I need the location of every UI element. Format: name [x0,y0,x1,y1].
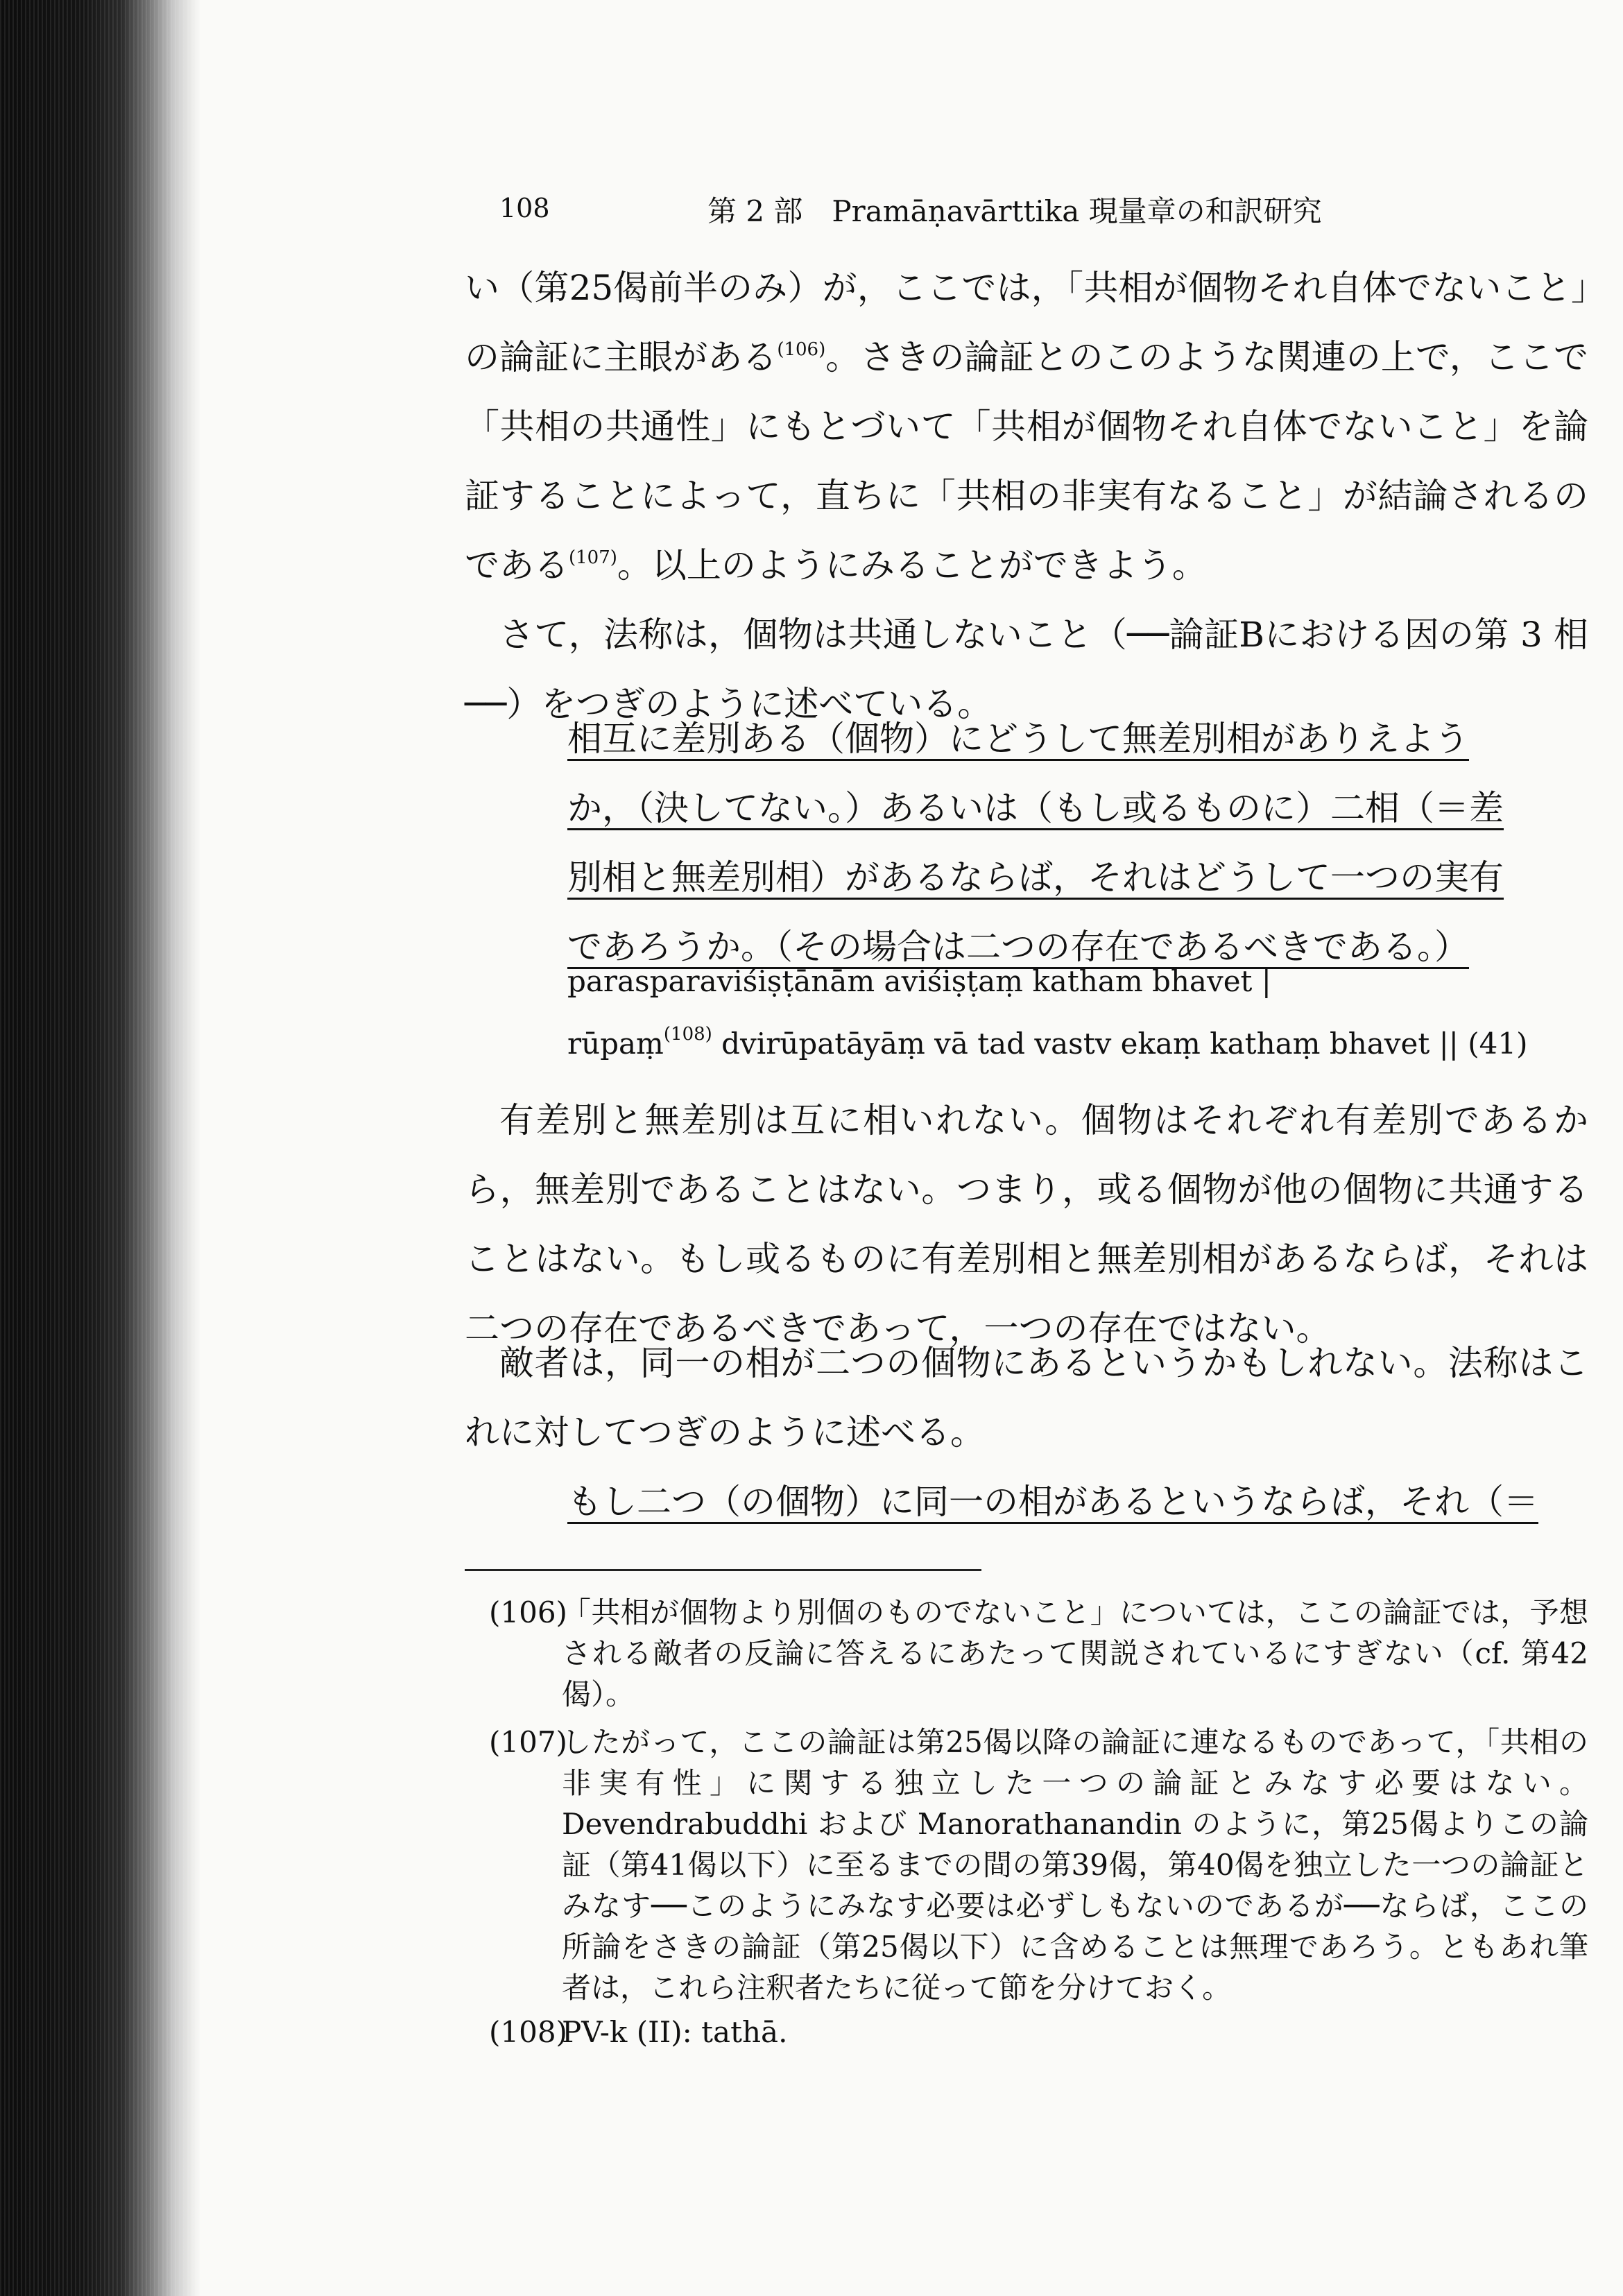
footnote-text: PV-k (II): tathā. [562,2015,788,2049]
note-ref-107: (107) [569,547,617,568]
footnote-number: (107) [489,1725,567,1759]
page-number: 108 [499,193,550,223]
running-title: 第 2 部 Pramāṇavārttika 現量章の和訳研究 [707,194,1322,228]
verse-quote-next-text: もし二つ（の個物）に同一の相があるというならば，それ（＝ [567,1482,1538,1522]
sanskrit-word: rūpaṃ [567,1027,664,1061]
footnote-number: (106) [489,1595,567,1629]
footnote-108 [489,2012,1588,2053]
note-ref-106: (106) [777,339,826,360]
paragraph-1-cont: 。さきの論証とのこのような関連の上で，ここで「共相の共通性」にもとづいて「共相が個物それ自体でないこと」を論証することによって，直ちに「共相の非実有なること」が結論されるのである [465,337,1589,585]
footnote-106 [489,1592,1588,1715]
note-ref-108: (108) [663,1024,712,1045]
sanskrit-line-2 [567,1024,1538,1061]
sanskrit-line-2-rest: dvirūpatāyāṃ vā tad vastv ekaṃ kathaṃ bhavet || (41) [712,1027,1528,1061]
footnote-text: 「共相が個物より別個のものでないこと」については，ここの論証では，予想される敵者の反論に答えるにあたって関説されているにすぎない（cf. 第42偈）。 [562,1595,1588,1711]
paragraph-1-end: 。以上のようにみることができよう。 [617,545,1207,585]
footnote-107 [489,1722,1588,2008]
paragraph-1-text: い（第25偈前半のみ）が，ここでは，「共相が個物それ自体でないこと」の論証に主眼がある [465,268,1588,377]
sanskrit-line-1: parasparaviśiṣṭānām aviśiṣṭaṃ katham bhavet | [567,964,1271,998]
verse-quote-next [567,1467,1538,1536]
verse-quote-41-text: 相互に差別ある（個物）にどうして無差別相がありえようか，（決してない。）あるいは（もし或るものに）二相（＝差別相と無差別相）があるならば，それはどうして一つの実有であろうか。（その場合は二つの存在であるべきである。） [567,719,1504,967]
footnote-text: したがって，ここの論証は第25偈以降の論証に連なるものであって，「共相の非実有性」に関する独立した一つの論証とみなす必要はない。Devendrabuddhi および Manorathanandin のように，第25偈よりこの論証（第41偈以下）に至るまでの間の第39偈，第40偈を独立した一つの論証とみなす──このようにみなす必要は必ずしもないのであるが──ならば，ここの所論をさきの論証（第25偈以下）に含めることは無理であろう。ともあれ筆者は，これら注釈者たちに従って節を分けておく。 [562,1725,1588,2005]
footnote-rule [465,1569,981,1571]
verse-quote-41 [567,704,1518,982]
binding-shadow [0,0,201,2296]
paragraph-2: さて，法称は，個物は共通しないこと（──論証Bにおける因の第 3 相──）をつぎのように述べている。 [465,615,1588,724]
paragraph-3: 有差別と無差別は互に相いれない。個物はそれぞれ有差別であるから，無差別であることはない。つまり，或る個物が他の個物に共通することはない。もし或るものに有差別相と無差別相があるならば，それは二つの存在であるべきであって，一つの存在ではない。 [465,1100,1588,1348]
footnote-number: (108) [489,2015,567,2049]
paragraph-1 [465,253,1588,600]
paragraph-4: 敵者は，同一の相が二つの個物にあるというかもしれない。法称はこれに対してつぎのように述べる。 [465,1343,1588,1453]
